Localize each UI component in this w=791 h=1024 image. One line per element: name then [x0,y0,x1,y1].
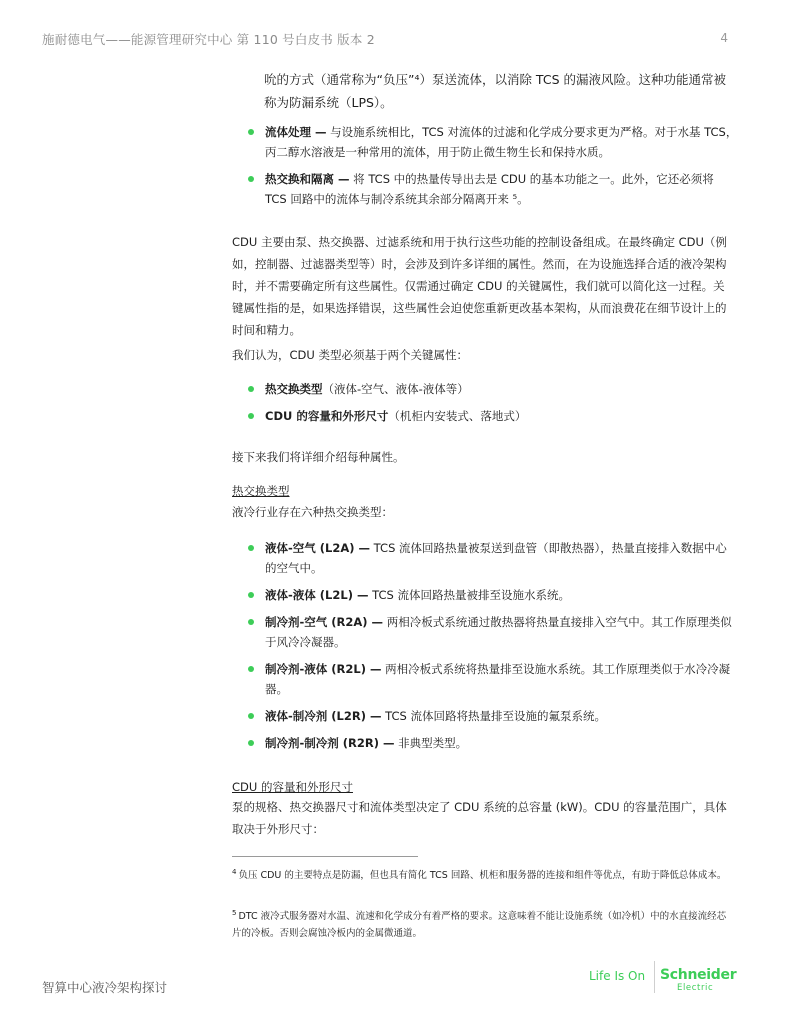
footnote [232,864,732,884]
bullet-list-heat-exchange [248,538,738,760]
list-item [248,169,738,209]
bullet-text: 两相冷板式系统将热量排至设施水系统。其工作原理类似于水冷冷凝器。 [265,662,731,696]
heading-capacity: CDU 的容量和外形尺寸 [232,780,353,794]
paragraph-cdu: CDU 主要由泵、热交换器、过滤系统和用于执行这些功能的控制设备组成。在最终确定 CDU（例如，控制器、过滤器类型等）时，会涉及到许多详细的属性。然而，在为设施选择合适的液冷架构时，并不需要确定所有这些属性。仅需通过确定 CDU 的关键属性，我们就可以简化这一过程。关键属性指的是，如果选择错误，这些属性会迫使您重新更改基本架构，从而浪费花在细节设计上的时间和精力。 [232,235,727,337]
bullet-term: 制冷剂-制冷剂 (R2R) — [265,736,395,750]
footnote-divider [232,856,418,857]
paragraph-heat-exchange-intro: 液冷行业存在六种热交换类型： [232,505,393,519]
bullet-list-attributes [248,379,738,433]
schneider-logo-sub: Electric [677,983,714,993]
bullet-text: （机柜内安装式、落地式） [388,409,527,423]
bullet-dot-icon [248,592,254,598]
schneider-logo: Schneider [660,967,737,983]
footer-title: 智算中心液冷架构探讨 [42,980,168,995]
footnote-number: 5 [232,909,237,917]
header-title: 施耐德电气——能源管理研究中心 第 110 号白皮书 版本 2 [42,32,375,47]
list-item [248,122,738,162]
paragraph-attributes: 我们认为，CDU 类型必须基于两个关键属性： [232,348,468,362]
bullet-dot-icon [248,740,254,746]
bullet-text: TCS 流体回路热量被排至设施水系统。 [368,588,570,602]
footnote [232,905,732,942]
bullet-text: 与设施系统相比，TCS 对流体的过滤和化学成分要求更为严格。对于水基 TCS，丙二醇水溶液是一种常用的流体，用于防止微生物生长和保持水质。 [265,125,738,159]
list-item [248,659,738,699]
bullet-text: 将 TCS 中的热量传导出去是 CDU 的基本功能之一。此外，它还必须将 TCS 回路中的流体与制冷系统其余部分隔离开来 ⁵。 [265,172,714,206]
bullet-dot-icon [248,545,254,551]
bullet-text: （液体-空气、液体-液体等） [322,382,469,396]
footnote-text: 负压 CDU 的主要特点是防漏，但也具有简化 TCS 回路、机柜和服务器的连接和组件等优点，有助于降低总体成本。 [238,870,727,882]
bullet-dot-icon [248,413,254,419]
bullet-term: 制冷剂-液体 (R2L) — [265,662,382,676]
bullet-text: 两相冷板式系统通过散热器将热量直接排入空气中。其工作原理类似于风冷冷凝器。 [265,615,732,649]
bullet-term: 热交换和隔离 — [265,172,350,186]
list-item [248,612,738,652]
bullet-dot-icon [248,713,254,719]
bullet-term: 液体-制冷剂 (L2R) — [265,709,382,723]
list-item [248,585,738,605]
bullet-term: 液体-液体 (L2L) — [265,588,369,602]
list-item [248,538,738,578]
page-number: 4 [720,31,728,45]
footnote-number: 4 [232,868,237,876]
list-item [248,379,738,399]
bullet-dot-icon [248,666,254,672]
intro-continuation: 吮的方式（通常称为“负压”⁴）泵送流体，以消除 TCS 的漏液风险。这种功能通常被称为防漏系统（LPS）。 [264,72,726,110]
bullet-dot-icon [248,619,254,625]
bullet-term: 液体-空气 (L2A) — [265,541,371,555]
bullet-dot-icon [248,129,254,135]
bullet-dot-icon [248,386,254,392]
bullet-term: 制冷剂-空气 (R2A) — [265,615,384,629]
bullet-term: 热交换类型 [265,382,323,396]
paragraph-capacity: 泵的规格、热交换器尺寸和流体类型决定了 CDU 系统的总容量 (kW)。CDU 的容量范围广，具体取决于外形尺寸： [232,800,727,836]
life-is-on-tagline: Life Is On [589,969,646,983]
list-item [248,706,738,726]
bullet-list-top [248,122,738,216]
bullet-text: 非典型类型。 [394,736,468,750]
bullet-dot-icon [248,176,254,182]
paragraph-next: 接下来我们将详细介绍每种属性。 [232,450,405,464]
logo-divider [654,961,655,993]
bullet-term: 流体处理 — [265,125,327,139]
bullet-term: CDU 的容量和外形尺寸 [265,409,389,423]
bullet-text: TCS 流体回路热量被泵送到盘管（即散热器），热量直接排入数据中心的空气中。 [265,541,727,575]
heading-heat-exchange: 热交换类型 [232,484,290,498]
bullet-text: TCS 流体回路将热量排至设施的氟泵系统。 [381,709,606,723]
list-item [248,733,738,753]
footnote-text: DTC 液冷式服务器对水温、流速和化学成分有着严格的要求。这意味着不能让设施系统（如冷机）中的水直接流经芯片的冷板。否则会腐蚀冷板内的金属微通道。 [232,911,727,940]
list-item [248,406,738,426]
